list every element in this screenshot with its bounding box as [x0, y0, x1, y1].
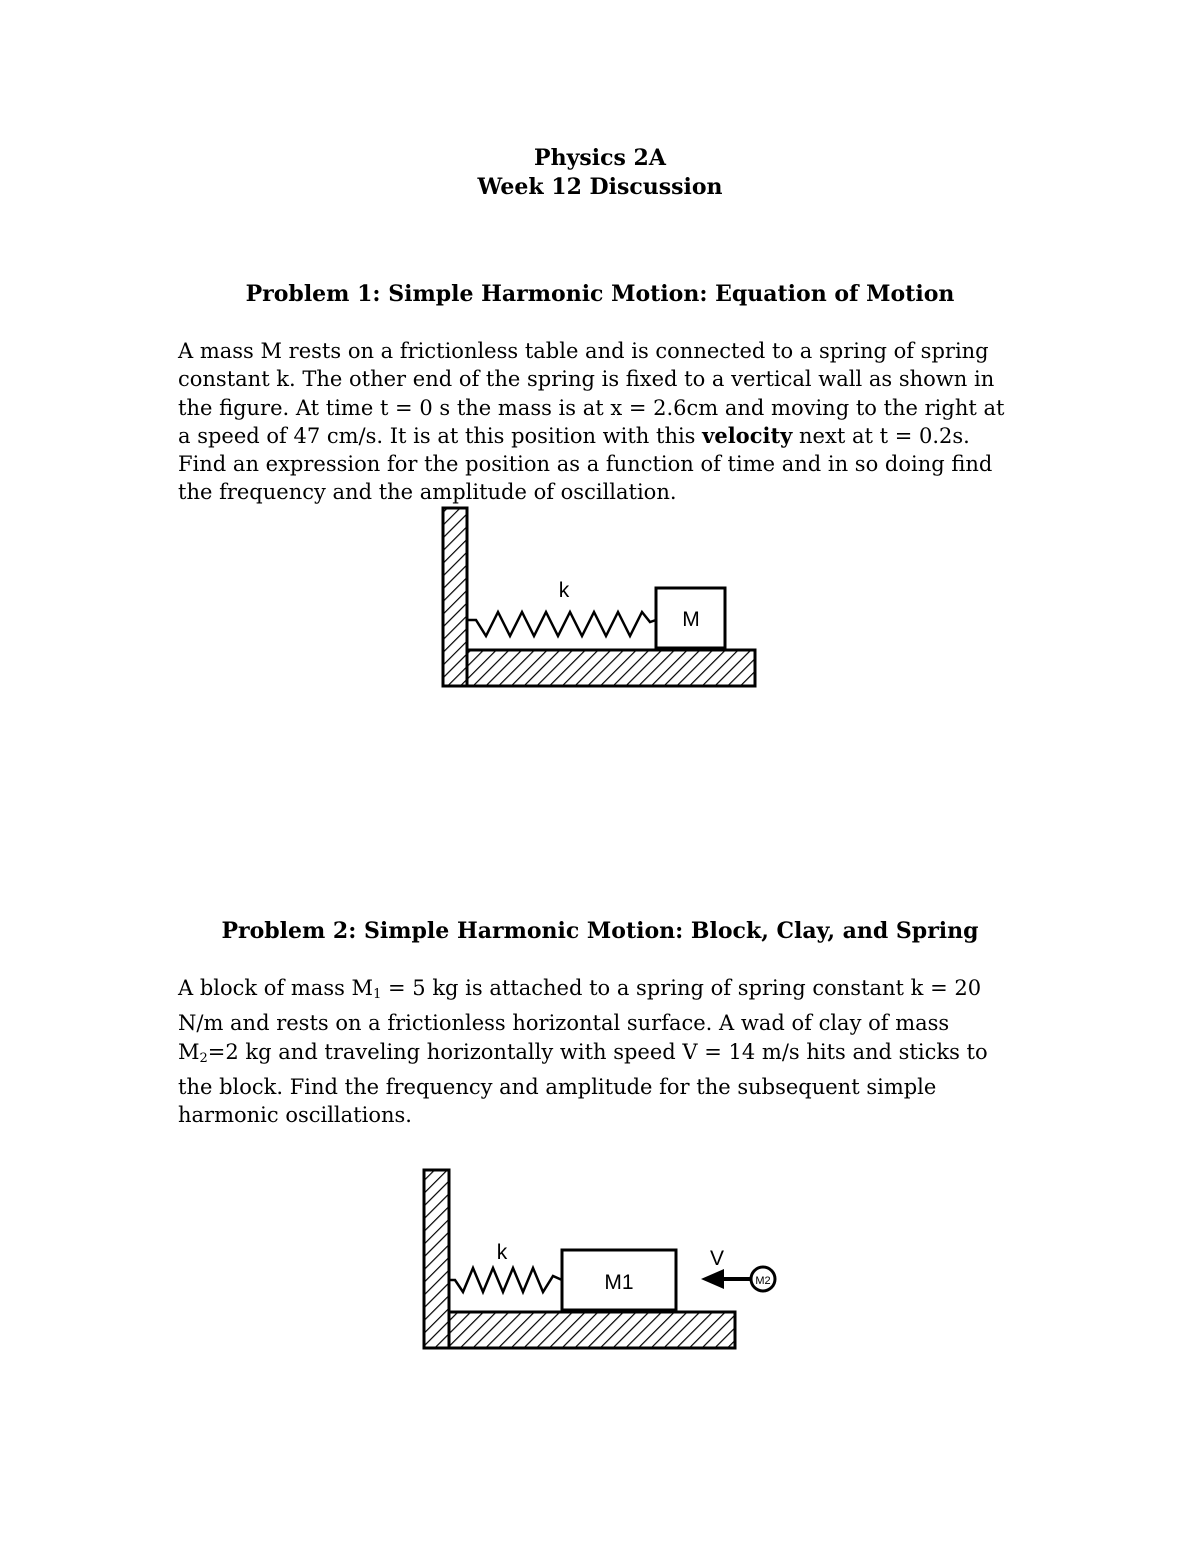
- problem1-line: the figure. At time t = 0 s the mass is at x = 2.6cm and moving to the right at: [178, 395, 1005, 420]
- problem2-line: harmonic oscillations.: [178, 1103, 412, 1128]
- problem2-line: N/m and rests on a frictionless horizontal surface. A wad of clay of mass: [178, 1011, 950, 1036]
- spring: [468, 612, 656, 636]
- table-floor: [467, 650, 755, 686]
- problem1-line: A mass M rests on a frictionless table and is connected to a spring of spring: [178, 339, 989, 363]
- course-title: Physics 2A: [534, 145, 666, 171]
- problem2-line3-a: M: [178, 1039, 200, 1064]
- table-floor: [449, 1312, 735, 1348]
- subscript: 2: [199, 1050, 208, 1066]
- problem2-line: [178, 1038, 1038, 1073]
- problem2-line: [178, 974, 1038, 1009]
- velocity-label: V: [709, 1247, 725, 1270]
- wall: [424, 1170, 449, 1348]
- problem1-line4-text: a speed of 47 cm/s. It is at this position with this: [178, 423, 703, 448]
- subscript: 1: [373, 987, 382, 1002]
- problem2-text: [178, 974, 1038, 1129]
- problem2-line3-b: =2 kg and traveling horizontally with speed V = 14 m/s hits and sticks to: [207, 1039, 988, 1064]
- spring: [449, 1268, 562, 1292]
- block-m1-label: M1: [604, 1271, 634, 1294]
- problem1-line: the frequency and the amplitude of oscillation.: [178, 480, 677, 505]
- velocity-arrow-head: [701, 1269, 724, 1289]
- spring-label: k: [496, 1241, 508, 1264]
- problem1-title: Problem 1: Simple Harmonic Motion: Equation of Motion: [245, 281, 955, 307]
- mass-label: M: [682, 608, 700, 631]
- problem1-line: constant k. The other end of the spring is fixed to a vertical wall as shown in: [178, 367, 995, 392]
- problem2-line1-b: = 5 kg is attached to a spring of spring constant k = 20: [381, 976, 982, 1000]
- spring-label: k: [558, 579, 570, 602]
- problem2-line: the block. Find the frequency and amplitude for the subsequent simple: [178, 1074, 937, 1099]
- clay-label: M2: [755, 1275, 771, 1287]
- problem1-line4-end: next at t = 0.2s.: [792, 423, 970, 448]
- week-title: Week 12 Discussion: [477, 174, 723, 200]
- problem2-line1-a: A block of mass M: [178, 976, 374, 1000]
- problem2-title: Problem 2: Simple Harmonic Motion: Block, Clay, and Spring: [221, 918, 979, 944]
- velocity-emphasis: velocity: [702, 422, 793, 448]
- problem1-line: Find an expression for the position as a function of time and in so doing find: [178, 452, 993, 477]
- wall: [443, 508, 467, 686]
